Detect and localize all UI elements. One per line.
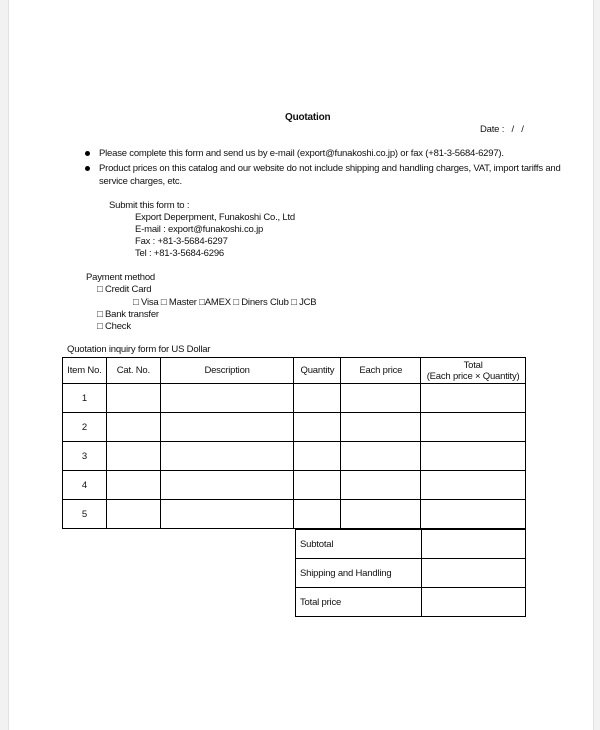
total-header-sub: (Each price × Quantity) bbox=[426, 370, 520, 382]
instruction-prices-cont: service charges, etc. bbox=[99, 176, 182, 187]
description-cell[interactable] bbox=[160, 500, 294, 529]
item-number: 4 bbox=[63, 471, 107, 500]
subtotal-label: Subtotal bbox=[296, 530, 422, 559]
description-cell[interactable] bbox=[160, 384, 294, 413]
total-price-row bbox=[296, 588, 526, 617]
bullet-icon bbox=[85, 166, 90, 171]
column-header: Each price bbox=[341, 358, 421, 384]
payment-bank-transfer[interactable]: □ Bank transfer bbox=[97, 309, 159, 320]
description-cell[interactable] bbox=[160, 413, 294, 442]
each-price-cell[interactable] bbox=[341, 442, 421, 471]
submit-heading: Submit this form to : bbox=[109, 200, 190, 211]
subtotal-row bbox=[296, 530, 526, 559]
column-header-total bbox=[421, 358, 526, 384]
payment-heading: Payment method bbox=[86, 272, 156, 283]
total-cell[interactable] bbox=[421, 413, 526, 442]
cat-no-cell[interactable] bbox=[106, 413, 160, 442]
quotation-table bbox=[62, 357, 526, 529]
item-number: 3 bbox=[63, 442, 107, 471]
payment-card-brands[interactable]: □ Visa □ Master □AMEX □ Diners Club □ JCB bbox=[133, 297, 317, 308]
document-page bbox=[8, 0, 594, 730]
payment-check[interactable]: □ Check bbox=[97, 321, 131, 332]
column-header: Description bbox=[160, 358, 294, 384]
instruction-email: Please complete this form and send us by e-mail (export@funakoshi.co.jp) or fax (+81-3-5684-6297). bbox=[99, 148, 504, 159]
bullet-icon bbox=[85, 151, 90, 156]
column-header: Item No. bbox=[63, 358, 107, 384]
each-price-cell[interactable] bbox=[341, 471, 421, 500]
table-caption: Quotation inquiry form for US Dollar bbox=[67, 344, 211, 355]
submit-department: Export Deperpment, Funakoshi Co., Ltd bbox=[135, 212, 295, 223]
submit-tel: Tel : +81-3-5684-6296 bbox=[135, 248, 225, 259]
total-price-value-cell[interactable] bbox=[421, 588, 525, 617]
submit-email: E-mail : export@funakoshi.co.jp bbox=[135, 224, 264, 235]
table-row bbox=[63, 471, 526, 500]
cat-no-cell[interactable] bbox=[106, 442, 160, 471]
quantity-cell[interactable] bbox=[294, 413, 341, 442]
table-header-row bbox=[63, 358, 526, 384]
description-cell[interactable] bbox=[160, 471, 294, 500]
total-price-label: Total price bbox=[296, 588, 422, 617]
page-title: Quotation bbox=[285, 112, 331, 123]
total-cell[interactable] bbox=[421, 471, 526, 500]
cat-no-cell[interactable] bbox=[106, 471, 160, 500]
each-price-cell[interactable] bbox=[341, 413, 421, 442]
total-cell[interactable] bbox=[421, 500, 526, 529]
item-number: 2 bbox=[63, 413, 107, 442]
total-cell[interactable] bbox=[421, 384, 526, 413]
total-cell[interactable] bbox=[421, 442, 526, 471]
totals-table bbox=[295, 529, 526, 617]
submit-fax: Fax : +81-3-5684-6297 bbox=[135, 236, 228, 247]
description-cell[interactable] bbox=[160, 442, 294, 471]
each-price-cell[interactable] bbox=[341, 384, 421, 413]
shipping-row bbox=[296, 559, 526, 588]
quantity-cell[interactable] bbox=[294, 384, 341, 413]
cat-no-cell[interactable] bbox=[106, 500, 160, 529]
cat-no-cell[interactable] bbox=[106, 384, 160, 413]
table-row bbox=[63, 442, 526, 471]
shipping-label: Shipping and Handling bbox=[296, 559, 422, 588]
shipping-value-cell[interactable] bbox=[421, 559, 525, 588]
each-price-cell[interactable] bbox=[341, 500, 421, 529]
subtotal-value-cell[interactable] bbox=[421, 530, 525, 559]
date-field[interactable]: Date : / / bbox=[480, 124, 524, 135]
item-number: 1 bbox=[63, 384, 107, 413]
table-row bbox=[63, 500, 526, 529]
quantity-cell[interactable] bbox=[294, 471, 341, 500]
table-row bbox=[63, 384, 526, 413]
item-number: 5 bbox=[63, 500, 107, 529]
payment-credit-card[interactable]: □ Credit Card bbox=[97, 284, 152, 295]
table-row bbox=[63, 413, 526, 442]
column-header: Quantity bbox=[294, 358, 341, 384]
instruction-prices: Product prices on this catalog and our website do not include shipping and handling charges, VAT, import tariffs and bbox=[99, 163, 561, 174]
quantity-cell[interactable] bbox=[294, 442, 341, 471]
column-header: Cat. No. bbox=[106, 358, 160, 384]
quantity-cell[interactable] bbox=[294, 500, 341, 529]
total-header-label: Total bbox=[463, 359, 483, 371]
